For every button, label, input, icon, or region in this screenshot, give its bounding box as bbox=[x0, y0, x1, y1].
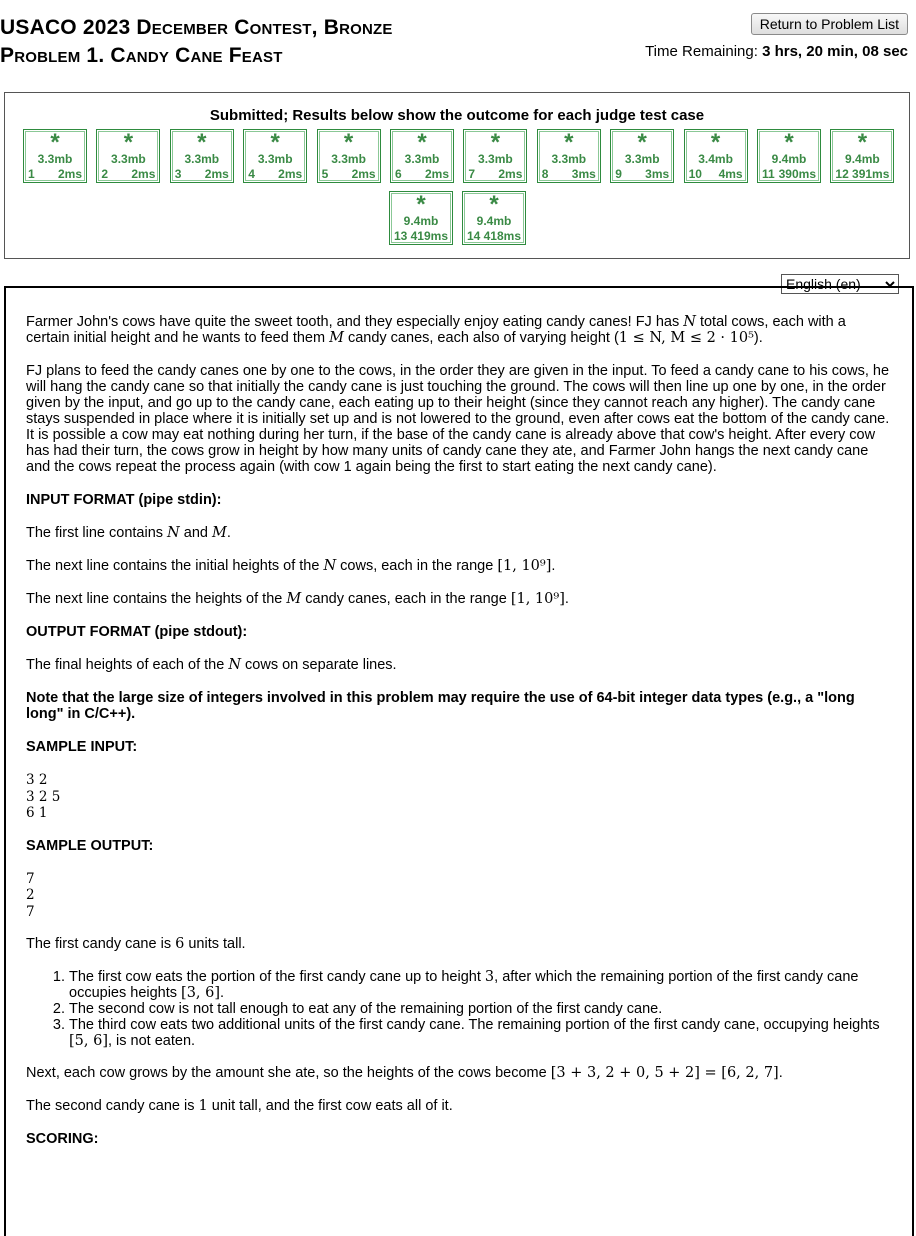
output-format-heading: OUTPUT FORMAT (pipe stdout): bbox=[26, 624, 248, 640]
explanation-1: The first candy cane is 6 units tall. bbox=[26, 936, 246, 952]
pass-icon: * bbox=[417, 129, 427, 156]
sample-output-heading: SAMPLE OUTPUT: bbox=[26, 837, 154, 854]
list-item: 2. The second cow is not tall enough to eat any of the remaining portion of the first candy cane. bbox=[69, 1001, 892, 1017]
pass-icon: * bbox=[489, 191, 499, 218]
test-case-memory: 3.3mb bbox=[331, 152, 366, 166]
time-remaining bbox=[645, 43, 908, 60]
test-case-number: 7 bbox=[468, 167, 476, 181]
return-to-problem-list-button[interactable]: Return to Problem List bbox=[751, 13, 908, 35]
pass-icon: * bbox=[490, 129, 501, 156]
test-case-number: 10 bbox=[688, 167, 702, 181]
sample-output: 7 2 7 bbox=[26, 870, 35, 920]
test-case-number: 13 bbox=[394, 229, 408, 243]
pass-icon: * bbox=[270, 129, 280, 156]
test-case-memory: 3.3mb bbox=[404, 152, 440, 166]
test-case-memory: 3.3mb bbox=[184, 152, 220, 166]
test-case-cell bbox=[390, 129, 454, 183]
pass-icon: * bbox=[784, 129, 794, 156]
test-case-time: 2ms bbox=[57, 167, 82, 181]
test-case-number: 9 bbox=[615, 167, 622, 181]
test-case-cell bbox=[537, 129, 601, 183]
test-case-memory: 9.4mb bbox=[845, 152, 880, 166]
input-line-1: The first line contains N and M. bbox=[26, 525, 231, 541]
contest-title: USACO 2023 December Contest, Bronze bbox=[0, 16, 393, 39]
pass-icon: * bbox=[564, 129, 574, 156]
pass-icon: * bbox=[637, 129, 647, 156]
test-case-memory: 3.3mb bbox=[111, 152, 146, 166]
sample-input-heading: SAMPLE INPUT: bbox=[26, 739, 138, 755]
input-line-3: The next line contains the heights of the M candy canes, each in the range [1, 10⁹]. bbox=[26, 591, 569, 607]
list-item: 3. The third cow eats two additional units of the first candy cane. The remaining portion of the first candy cane, occupying heights [5, 6], is not eaten. bbox=[69, 1017, 892, 1049]
input-line-2: The next line contains the initial heights of the N cows, each in the range [1, 10⁹]. bbox=[26, 558, 556, 574]
pass-icon: * bbox=[197, 129, 207, 156]
test-case-cell bbox=[389, 191, 453, 245]
problem-title: Problem 1. Candy Cane Feast bbox=[0, 44, 283, 67]
test-case-time: 2ms bbox=[278, 167, 303, 181]
test-case-time: 2ms bbox=[498, 167, 523, 181]
explanation-list bbox=[26, 969, 892, 1049]
test-case-number: 1 bbox=[28, 167, 35, 181]
process-paragraph: FJ plans to feed the candy canes one by one to the cows, in the order they are given in the input. To feed a candy cane to his cows, he will hang the candy cane so that initially the candy cane is just touching the ground. The cows will then line up one by one, in the order given by the input, and go up to the candy cane, each eating up to their height (since they cannot reach any higher). The candy cane stays suspended in place where it is initially set up and is not lowered to the ground, even after cows eat the bottom of the candy cane. It is possible a cow may eat nothing during her turn, if the base of the candy cane is already above that cow's height. After every cow has had their turn, the cows grow in height by how many units of candy cane they ate, and Farmer John hangs the next candy cane and the cows repeat the process again (with cow 1 again being the first to start eating the next candy cane). bbox=[26, 363, 890, 475]
test-case-number: 12 bbox=[835, 167, 849, 181]
test-case-cell bbox=[684, 129, 748, 183]
test-case-memory: 9.4mb bbox=[403, 214, 439, 228]
test-case-time: 418ms bbox=[483, 229, 521, 243]
test-case-cell bbox=[463, 129, 527, 183]
pass-icon: * bbox=[50, 129, 60, 156]
integer-size-note: Note that the large size of integers involved in this problem may require the use of 64-bit integer data types (e.g., a "long long" in C/C++). bbox=[26, 690, 855, 722]
test-case-memory: 9.4mb bbox=[476, 214, 512, 228]
test-case-number: 6 bbox=[395, 167, 402, 181]
pass-icon: * bbox=[857, 129, 868, 156]
test-case-number: 8 bbox=[541, 167, 549, 181]
test-case-time: 3ms bbox=[571, 167, 596, 181]
test-case-memory: 3.3mb bbox=[551, 152, 587, 166]
scoring-heading: SCORING: bbox=[26, 1131, 99, 1147]
results-title: Submitted; Results below show the outcome for each judge test case bbox=[209, 107, 705, 124]
test-case-memory: 9.4mb bbox=[771, 152, 807, 166]
test-case-cell bbox=[243, 129, 307, 183]
test-case-number: 4 bbox=[248, 167, 255, 181]
test-case-time: 2ms bbox=[351, 167, 376, 181]
results-panel bbox=[4, 92, 910, 259]
pass-icon: * bbox=[123, 129, 134, 156]
input-format-heading: INPUT FORMAT (pipe stdin): bbox=[26, 492, 222, 508]
test-case-number: 2 bbox=[101, 167, 109, 181]
output-line: The final heights of each of the N cows on separate lines. bbox=[26, 657, 397, 673]
test-case-time: 4ms bbox=[718, 167, 743, 181]
problem-statement bbox=[26, 314, 892, 1164]
test-case-cell bbox=[610, 129, 674, 183]
test-case-number: 11 bbox=[762, 167, 775, 181]
test-case-memory: 3.3mb bbox=[37, 152, 73, 166]
time-remaining-label: Time Remaining: bbox=[645, 43, 758, 60]
page-title bbox=[0, 14, 393, 70]
list-item: 1. The first cow eats the portion of the first candy cane up to height 3, after which the remaining portion of the first candy cane occupies heights [3, 6]. bbox=[69, 969, 892, 1001]
test-case-memory: 3.3mb bbox=[257, 152, 293, 166]
pass-icon: * bbox=[710, 129, 721, 156]
test-case-cell bbox=[317, 129, 381, 183]
pass-icon: * bbox=[416, 191, 426, 218]
test-case-cell bbox=[96, 129, 160, 183]
test-case-time: 390ms bbox=[778, 167, 816, 181]
test-case-memory: 3.3mb bbox=[478, 152, 513, 166]
explanation-2: Next, each cow grows by the amount she ate, so the heights of the cows become [3 + 3, 2 + 0, 5 + 2] = [6, 2, 7]. bbox=[26, 1065, 783, 1081]
test-case-cell bbox=[757, 129, 821, 183]
test-case-time: 391ms bbox=[852, 167, 890, 181]
test-case-memory: 3.3mb bbox=[624, 152, 660, 166]
pass-icon: * bbox=[343, 129, 354, 156]
sample-input: 3 2 3 2 5 6 1 bbox=[26, 772, 61, 821]
explanation-3: The second candy cane is 1 unit tall, and the first cow eats all of it. bbox=[26, 1098, 453, 1114]
test-case-time: 2ms bbox=[204, 167, 229, 181]
test-case-time: 2ms bbox=[131, 167, 156, 181]
test-case-cell bbox=[830, 129, 894, 183]
test-case-number: 3 bbox=[174, 167, 182, 181]
test-case-cell bbox=[170, 129, 234, 183]
time-remaining-value: 3 hrs, 20 min, 08 sec bbox=[762, 43, 908, 60]
test-case-number: 14 bbox=[467, 229, 481, 243]
test-case-memory: 3.4mb bbox=[698, 152, 733, 166]
test-case-number: 5 bbox=[321, 167, 329, 181]
test-case-time: 2ms bbox=[424, 167, 449, 181]
test-case-cell bbox=[462, 191, 526, 245]
test-case-cell bbox=[23, 129, 87, 183]
test-case-time: 3ms bbox=[645, 167, 670, 181]
test-case-time: 419ms bbox=[410, 229, 448, 243]
intro-paragraph: Farmer John's cows have quite the sweet tooth, and they especially enjoy eating candy canes! FJ has N total cows, each with a certain initial height and he wants to feed them M candy canes, each also of varying height (1 ≤ N, M ≤ 2 · 10⁵). bbox=[26, 314, 846, 346]
